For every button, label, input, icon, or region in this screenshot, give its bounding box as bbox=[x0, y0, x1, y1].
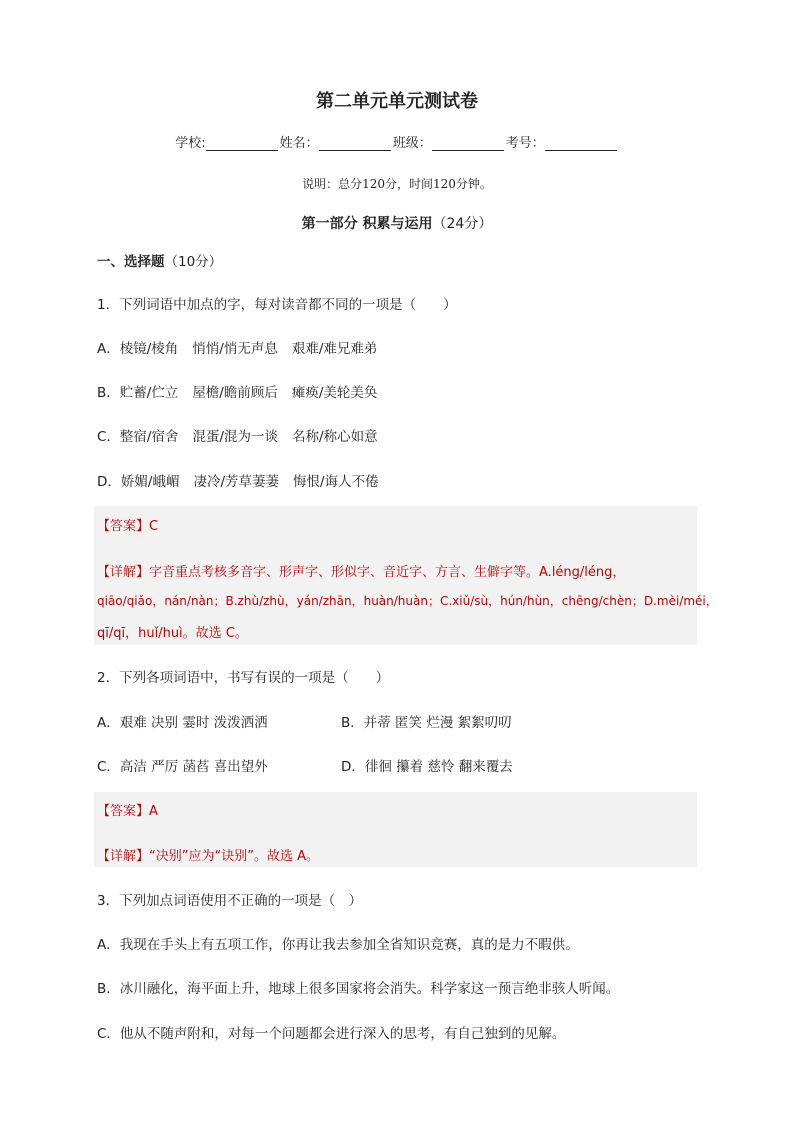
q2-option-c: C．高洁 严厉 菡萏 喜出望外 bbox=[97, 759, 268, 775]
class-blank bbox=[432, 137, 504, 151]
q1-detail-line-2: qiāo/qiǎo，nán/nàn；B.zhù/zhù，yán/zhān，huàn/huàn；C.xiǔ/sù，hún/hùn，chēng/chèn；D.mèi/méi， bbox=[97, 594, 718, 608]
section-label: 一、选择题 bbox=[97, 254, 165, 270]
q2-option-a: A．艰难 决别 霎时 泼泼洒洒 bbox=[97, 715, 268, 731]
q2-detail: 【详解】“决别”应为“诀别”。故选 A。 bbox=[97, 849, 319, 864]
q1-option-a: A．棱镜/棱角 悄悄/悄无声息 艰难/难兄难弟 bbox=[97, 341, 378, 357]
q1-detail-line-1: 【详解】字音重点考核多音字、形声字、形似字、音近字、方言、生僻字等。A.léng/léng， bbox=[97, 565, 626, 580]
school-label: 学校: bbox=[175, 136, 206, 151]
part-heading bbox=[0, 213, 794, 233]
answer-tag: 【答案】 bbox=[97, 519, 150, 534]
q1-option-d: D．娇媚/峨嵋 凄冷/芳草萋萋 悔恨/诲人不倦 bbox=[97, 474, 379, 490]
student-info-row bbox=[0, 132, 794, 151]
section-score: （10分） bbox=[164, 254, 223, 270]
q2-stem: 2．下列各项词语中，书写有误的一项是（ ） bbox=[97, 670, 390, 686]
q2-option-b: B．并蒂 匿笑 烂漫 絮絮叨叨 bbox=[341, 715, 512, 731]
class-label: 班级： bbox=[392, 136, 432, 151]
q1-option-c: C．整宿/宿舍 混蛋/混为一谈 名称/称心如意 bbox=[97, 429, 378, 445]
q2-option-d: D．徘徊 攥着 慈怜 翻来覆去 bbox=[341, 759, 513, 775]
name-blank bbox=[319, 137, 391, 151]
q3-option-b: B．冰川融化，海平面上升，地球上很多国家将会消失。科学家这一预言绝非骇人听闻。 bbox=[97, 981, 620, 997]
q1-detail-line-3: qī/qī，huǐ/huì。故选 C。 bbox=[97, 626, 248, 641]
part-label: 第一部分 积累与运用 bbox=[301, 216, 433, 232]
name-label: 姓名： bbox=[279, 136, 319, 151]
q3-stem: 3．下列加点词语使用不正确的一项是（ ） bbox=[97, 893, 363, 909]
q1-option-b: B．贮蓄/伫立 屋檐/瞻前顾后 瘫痪/美轮美奂 bbox=[97, 385, 378, 401]
section-heading bbox=[97, 250, 222, 270]
school-blank bbox=[206, 137, 278, 151]
q2-answer: 【答案】A bbox=[97, 804, 158, 819]
q3-option-c: C．他从不随声附和，对每一个问题都会进行深入的思考，有自己独到的见解。 bbox=[97, 1026, 566, 1042]
exam-no-label: 考号： bbox=[505, 136, 545, 151]
detail-tag: 【详解】 bbox=[97, 565, 150, 580]
q3-option-a: A．我现在手头上有五项工作，你再让我去参加全省知识竞赛，真的是力不暇供。 bbox=[97, 937, 579, 953]
part-score: （24分） bbox=[432, 216, 493, 232]
q1-stem: 1．下列词语中加点的字，每对读音都不同的一项是（ ） bbox=[97, 297, 457, 313]
page-title: 第二单元单元测试卷 bbox=[316, 91, 478, 112]
q1-answer: 【答案】C bbox=[97, 519, 159, 534]
exam-no-blank bbox=[545, 137, 617, 151]
exam-note: 说明：总分120分，时间120分钟。 bbox=[302, 177, 492, 191]
